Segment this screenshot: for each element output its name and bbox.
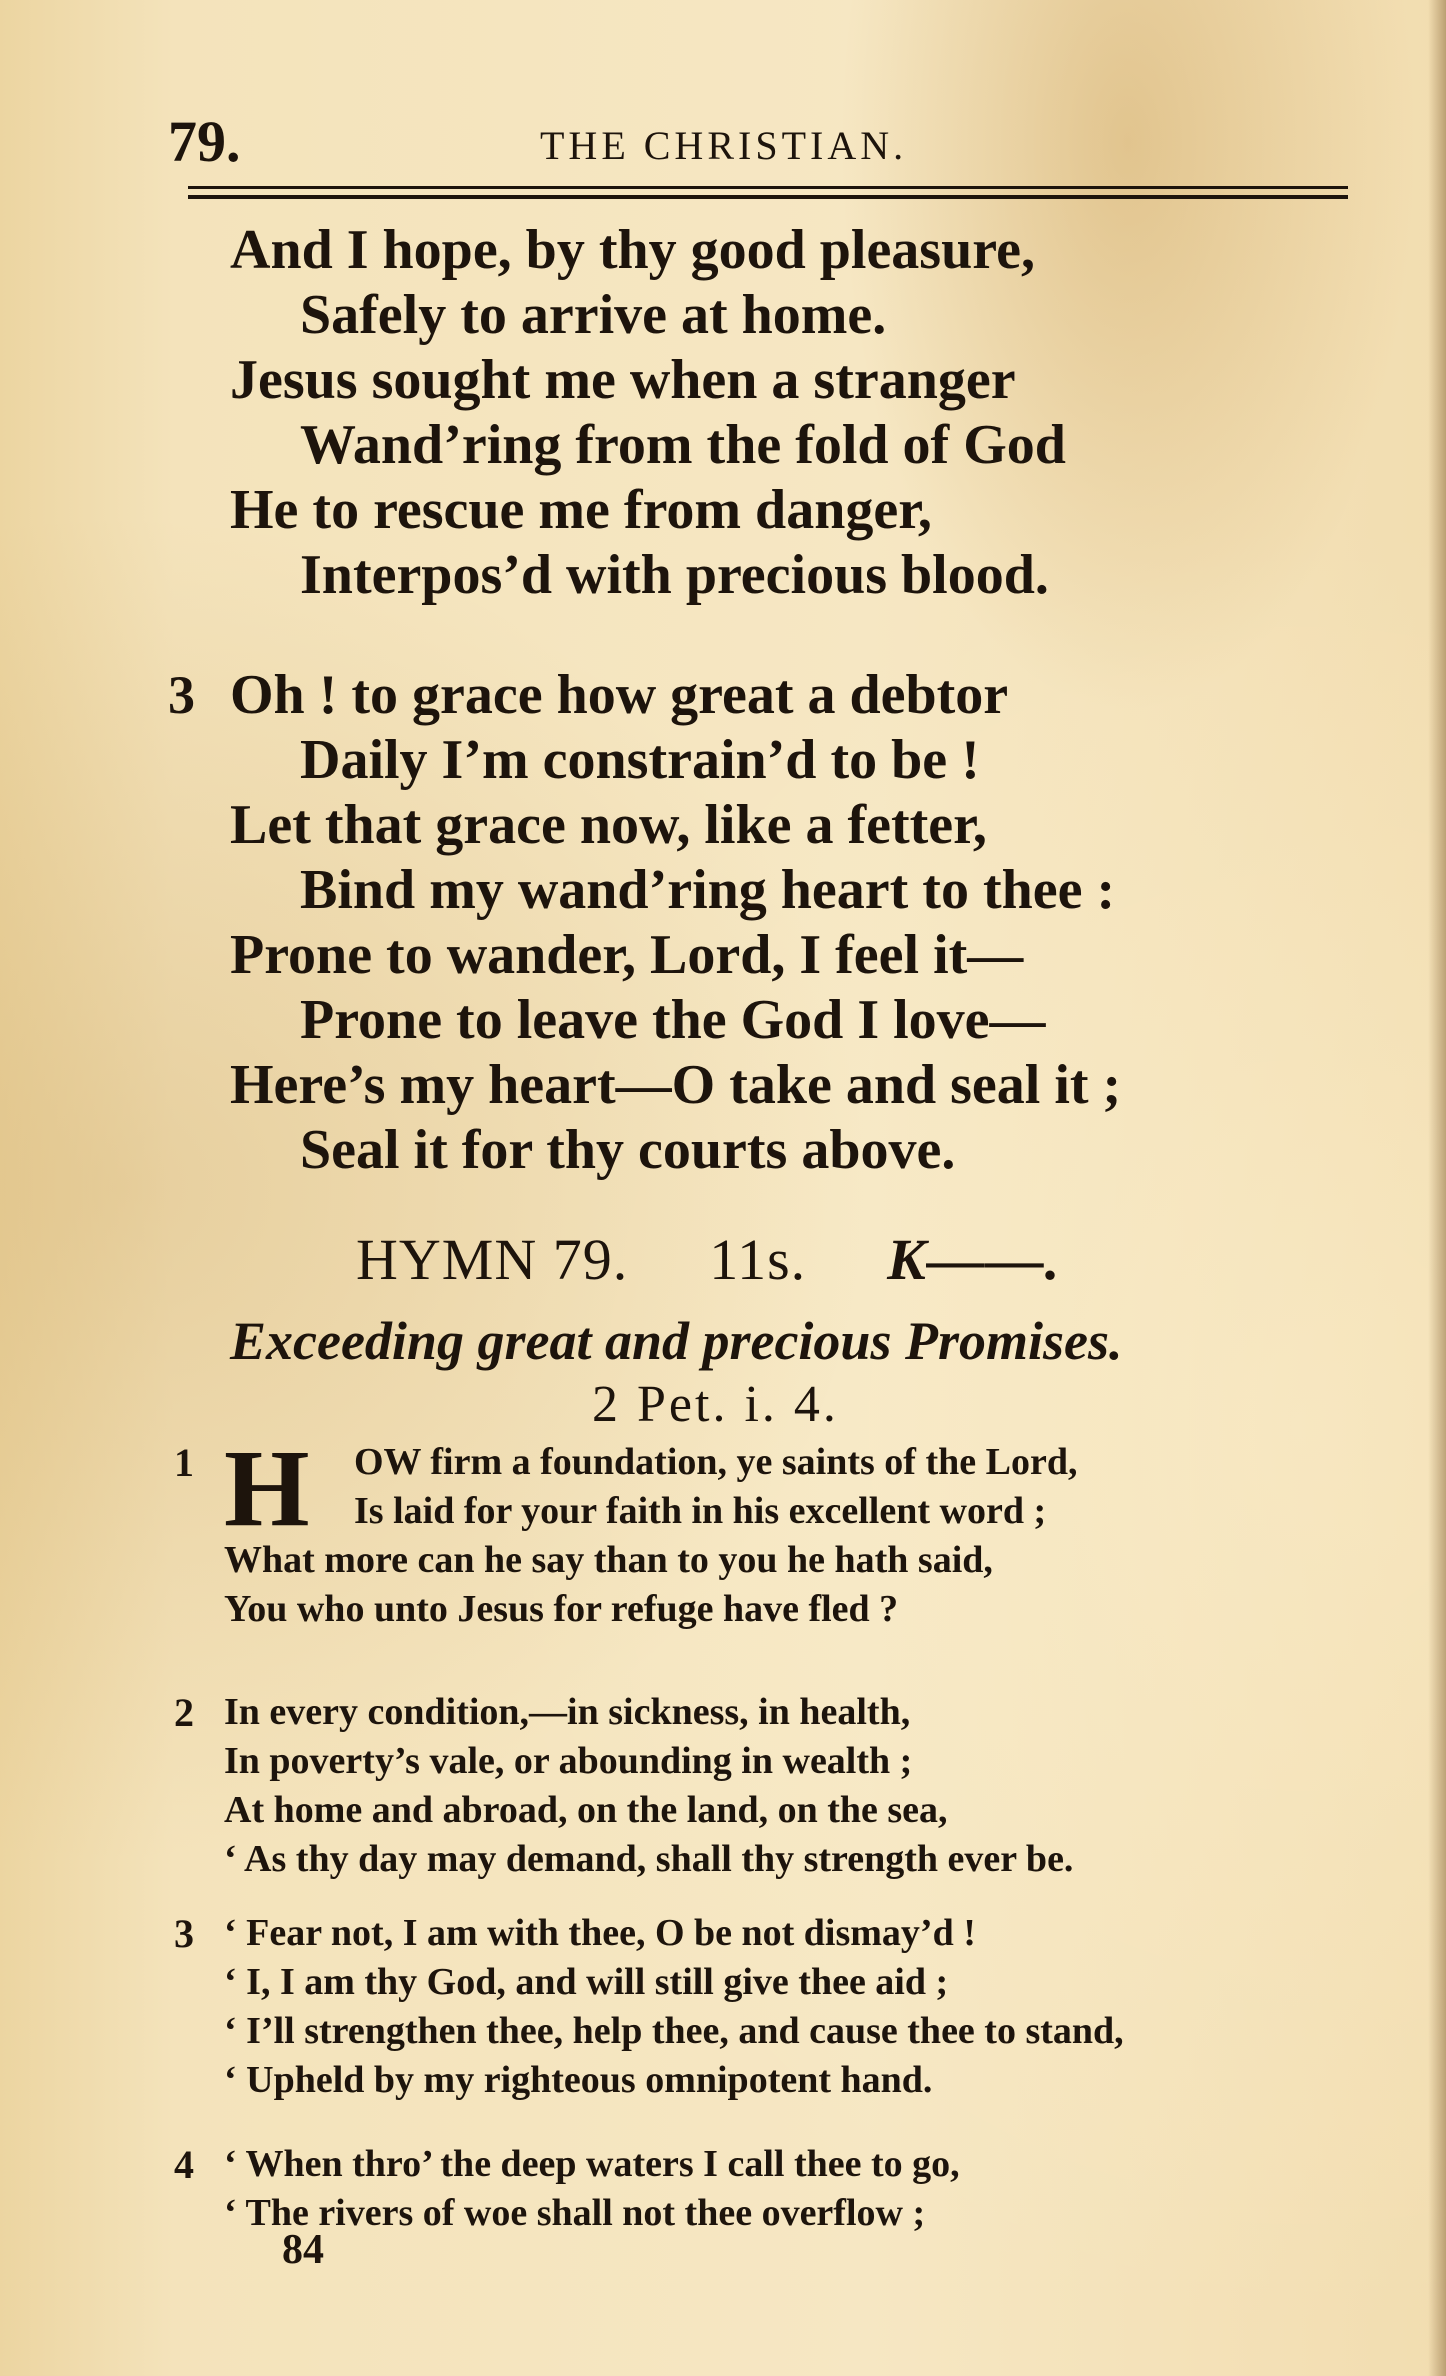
verse-line: In poverty’s vale, or abounding in wealth ; [224, 1740, 913, 1782]
verse-number: 1 [174, 1440, 194, 1485]
header-rule-thin [188, 186, 1348, 189]
verse-2 [174, 1688, 1364, 1884]
stanza-line: Jesus sought me when a stranger [230, 349, 1016, 411]
stanza-line: Safely to arrive at home. [300, 284, 887, 346]
verse-4 [174, 2140, 1364, 2238]
stanza-line: Interpos’d with precious blood. [300, 544, 1049, 606]
stanza-line: And I hope, by thy good pleasure, [230, 219, 1035, 281]
verse-line: What more can he say than to you he hath said, [224, 1539, 993, 1581]
verse-line: OW firm a foundation, ye saints of the Lord, [354, 1441, 1078, 1483]
hymn-author: K——. [887, 1227, 1061, 1292]
page-edge-shadow [1428, 0, 1446, 2376]
stanza-line: Seal it for thy courts above. [300, 1119, 956, 1181]
verse-line: Is laid for your faith in his excellent word ; [354, 1490, 1047, 1532]
stanza-line: Here’s my heart—O take and seal it ; [230, 1054, 1122, 1116]
stanza-continued [230, 218, 1340, 608]
stanza-line: Bind my wand’ring heart to thee : [300, 859, 1116, 921]
stanza-line: Oh ! to grace how great a debtor [230, 664, 1009, 726]
stanza-line: He to rescue me from danger, [230, 479, 932, 541]
verse-number: 3 [174, 1911, 194, 1956]
hymn-label: HYMN 79. [356, 1227, 629, 1292]
verse-line: ‘ As thy day may demand, shall thy strength ever be. [224, 1838, 1074, 1880]
verse-number: 4 [174, 2142, 194, 2187]
verse-line: ‘ Fear not, I am with thee, O be not dismay’d ! [224, 1912, 976, 1954]
drop-cap: H [224, 1427, 310, 1549]
hymn-subtitle: Exceeding great and precious Promises. [230, 1311, 1123, 1371]
hymn-title [356, 1226, 1060, 1293]
stanza-line: Let that grace now, like a fetter, [230, 794, 987, 856]
verse-line: ‘ The rivers of woe shall not thee overflow ; [224, 2192, 926, 2234]
verse-line: In every condition,—in sickness, in health, [224, 1691, 911, 1733]
stanza-3 [168, 663, 1340, 1183]
header-rule-thick [188, 195, 1348, 199]
running-head: THE CHRISTIAN. [540, 123, 908, 168]
verse-1 [174, 1427, 1364, 1634]
printer-signature: 84 [282, 2227, 324, 2273]
verse-line: ‘ Upheld by my righteous omnipotent hand. [224, 2059, 933, 2101]
verse-line: ‘ I, I am thy God, and will still give thee aid ; [224, 1961, 949, 2003]
verse-line: You who unto Jesus for refuge have fled ? [224, 1588, 899, 1630]
verse-line: ‘ I’ll strengthen thee, help thee, and cause thee to stand, [224, 2010, 1124, 2052]
stanza-number: 3 [168, 665, 195, 725]
verse-line: At home and abroad, on the land, on the sea, [224, 1789, 948, 1831]
scripture-reference: 2 Pet. i. 4. [592, 1376, 839, 1433]
stanza-line: Daily I’m constrain’d to be ! [300, 729, 980, 791]
stanza-line: Prone to leave the God I love— [300, 989, 1046, 1051]
verse-line: ‘ When thro’ the deep waters I call thee to go, [224, 2143, 960, 2185]
stanza-line: Prone to wander, Lord, I feel it— [230, 924, 1024, 986]
page-number: 79. [168, 109, 241, 174]
verse-number: 2 [174, 1690, 194, 1735]
stanza-line: Wand’ring from the fold of God [300, 414, 1066, 476]
verse-3 [174, 1909, 1364, 2105]
hymn-meter: 11s. [709, 1227, 807, 1292]
